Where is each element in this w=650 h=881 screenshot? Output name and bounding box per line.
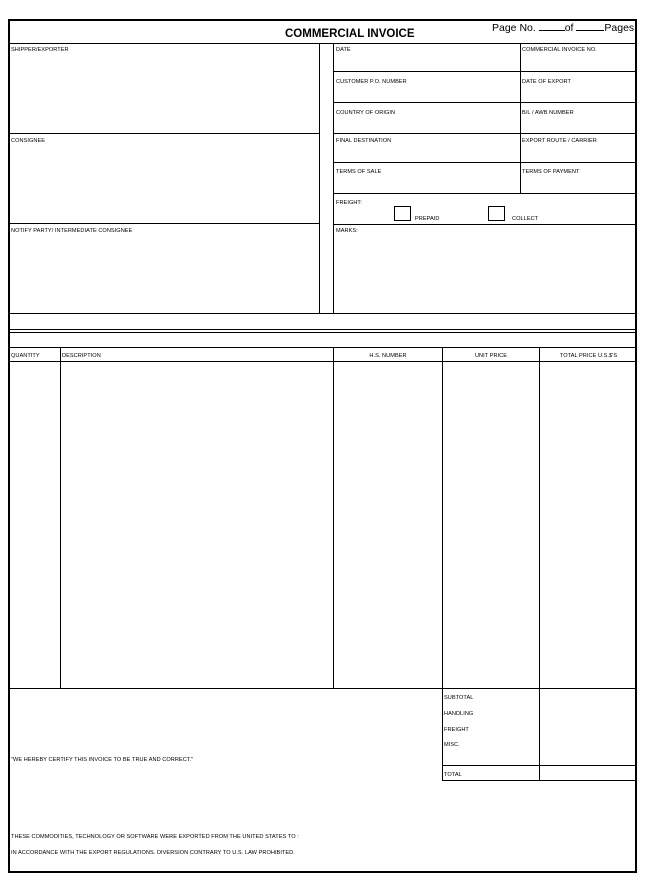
quantity-header: QUANTITY	[11, 353, 40, 359]
date-label: DATE	[336, 47, 351, 53]
total-price-header: TOTAL PRICE U.S.$'S	[559, 353, 618, 359]
consignee-field[interactable]	[10, 145, 318, 222]
row-divider-2	[333, 102, 637, 103]
consignee-label: CONSIGNEE	[11, 138, 46, 144]
double-rule-b	[9, 332, 637, 333]
table-header-bottom	[9, 361, 637, 362]
center-divider-right	[333, 43, 334, 314]
page-label: Page No.	[492, 22, 536, 34]
unit-price-header: UNIT PRICE	[474, 353, 508, 359]
export-route-label: EXPORT ROUTE / CARRIER	[522, 138, 597, 144]
table-body-bottom	[9, 688, 637, 689]
pages-label: Pages	[604, 22, 635, 34]
table-header-top	[9, 347, 637, 348]
date-export-label: DATE OF EXPORT	[522, 79, 571, 85]
terms-sale-label: TERMS OF SALE	[336, 169, 382, 175]
page-title: COMMERCIAL INVOICE	[285, 28, 415, 40]
shipper-label: SHIPPER/EXPORTER	[11, 47, 69, 53]
row-divider-6	[333, 224, 637, 225]
notify-party-label: NOTIFY PARTY/ INTERMEDIATE CONSIGNEE	[11, 228, 133, 234]
collect-checkbox[interactable]	[488, 206, 505, 221]
page-number-input[interactable]	[539, 21, 565, 31]
right-column-divider	[520, 43, 521, 193]
freight-label: FREIGHT:	[336, 200, 362, 206]
export-statement-line1: THESE COMMODITIES, TECHNOLOGY OR SOFTWARE WERE EXPORTED FROM THE UNITED STATES TO :	[11, 834, 299, 840]
customer-po-label: CUSTOMER P.O. NUMBER	[336, 79, 407, 85]
freight-total-label: FREIGHT	[444, 727, 469, 733]
line-items-area[interactable]	[10, 363, 636, 687]
description-header: DESCRIPTION	[62, 353, 101, 359]
subtotal-label: SUBTOTAL	[444, 695, 474, 701]
terms-payment-label: TERMS OF PAYMENT	[522, 169, 580, 175]
shipper-field[interactable]	[10, 54, 318, 132]
prepaid-checkbox[interactable]	[394, 206, 411, 221]
page-number-field	[492, 21, 634, 34]
total-amount-field[interactable]	[541, 767, 636, 779]
notify-party-field[interactable]	[10, 235, 318, 312]
row-divider-4	[333, 162, 637, 163]
total-label: TOTAL	[444, 772, 462, 778]
country-origin-label: COUNTRY OF ORIGIN	[336, 110, 396, 116]
row-divider-1	[333, 71, 637, 72]
collect-label: COLLECT	[512, 216, 539, 222]
final-destination-label: FINAL DESTINATION	[336, 138, 392, 144]
handling-label: HANDLING	[444, 711, 474, 717]
bl-awb-label: B/L / AWB NUMBER	[522, 110, 574, 116]
top-section-bottom	[9, 313, 637, 314]
misc-label: MISC.	[444, 742, 460, 748]
prepaid-label: PREPAID	[415, 216, 440, 222]
marks-label: MARKS:	[336, 228, 358, 234]
marks-field[interactable]	[335, 235, 635, 312]
charges-amount-field[interactable]	[541, 690, 636, 764]
of-label: of	[564, 22, 574, 34]
hs-number-header: H.S. NUMBER	[369, 353, 407, 359]
consignee-divider	[9, 223, 320, 224]
export-statement-line2: IN ACCORDANCE WITH THE EXPORT REGULATIONS. DIVERSION CONTRARY TO U.S. LAW PROHIBITED.	[11, 850, 295, 856]
shipper-divider	[9, 133, 320, 134]
double-rule-a	[9, 329, 637, 330]
row-divider-3	[333, 133, 637, 134]
row-divider-5	[333, 193, 637, 194]
certification-statement: "WE HEREBY CERTIFY THIS INVOICE TO BE TRUE AND CORRECT."	[11, 757, 194, 763]
header-divider	[9, 43, 637, 44]
center-divider-left	[319, 43, 320, 314]
invoice-no-label: COMMERCIAL INVOICE NO.	[522, 47, 597, 53]
total-pages-input[interactable]	[576, 21, 604, 31]
